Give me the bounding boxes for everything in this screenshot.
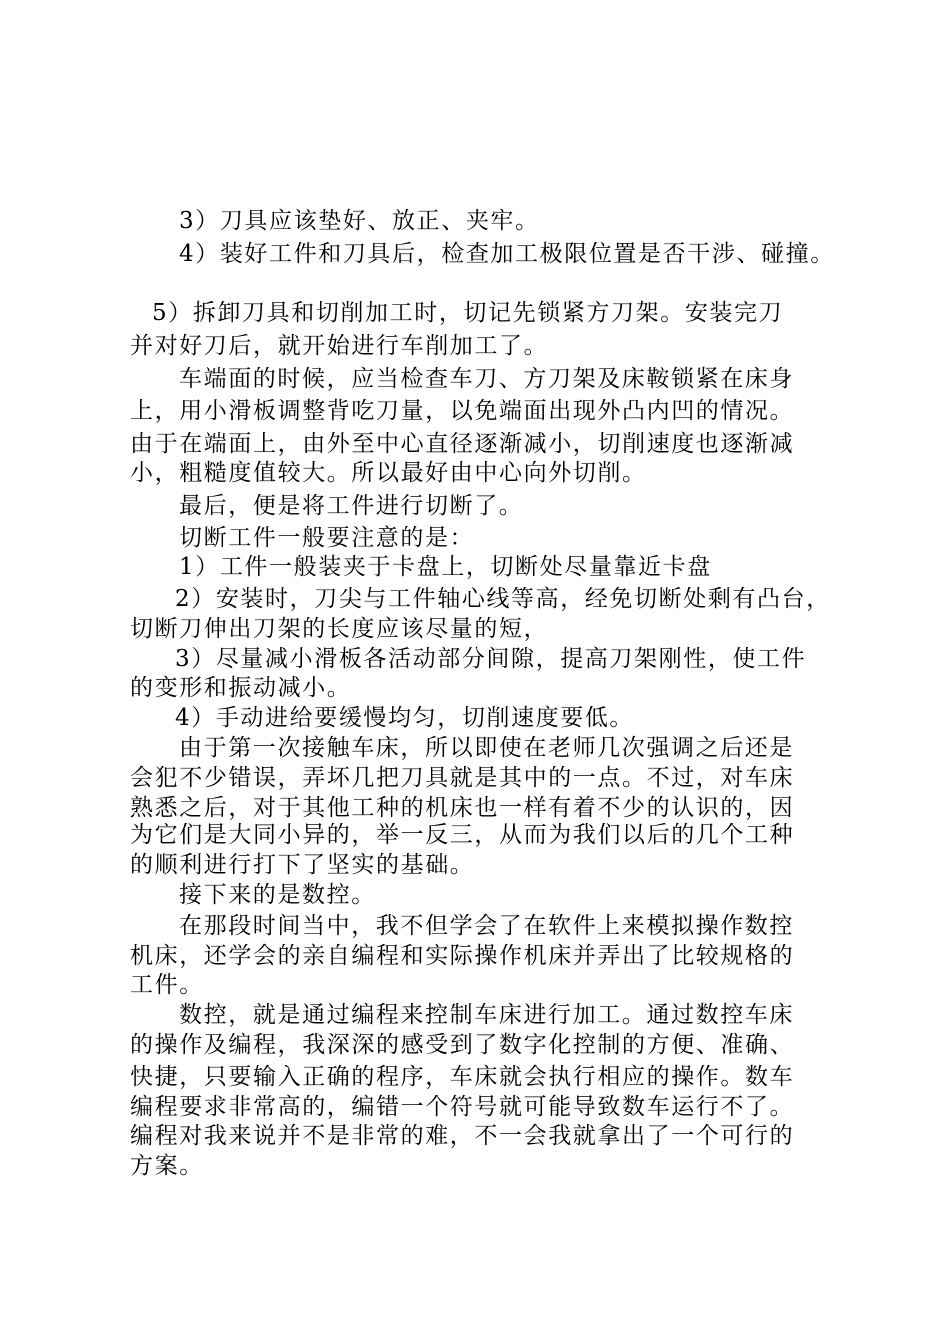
text-line: 熟悉之后，对于其他工种的机床也一样有着不少的认识的，因 bbox=[130, 795, 795, 821]
text-line: 1）工件一般装夹于卡盘上，切断处尽量靠近卡盘 bbox=[179, 554, 712, 580]
text-line: 接下来的是数控。 bbox=[179, 882, 376, 908]
text-line: 切断刀伸出刀架的长度应该尽量的短， bbox=[130, 616, 549, 642]
text-line: 3）尽量减小滑板各活动部分间隙，提高刀架刚性，使工件 bbox=[175, 646, 807, 672]
text-line: 会犯不少错误，弄坏几把刀具就是其中的一点。不过，对车床 bbox=[130, 765, 795, 791]
text-line: 4）装好工件和刀具后，检查加工极限位置是否干涉、碰撞。 bbox=[179, 241, 835, 267]
text-line: 2）安装时，刀尖与工件轴心线等高，经免切断处剩有凸台， bbox=[175, 586, 831, 612]
text-line: 由于在端面上，由外至中心直径逐渐减小，切削速度也逐渐减 bbox=[130, 431, 795, 457]
text-line: 快捷，只要输入正确的程序，车床就会执行相应的操作。数车 bbox=[130, 1064, 795, 1090]
text-line: 车端面的时候，应当检查车刀、方刀架及床鞍锁紧在床身 bbox=[179, 366, 794, 392]
text-line: 的操作及编程，我深深的感受到了数字化控制的方便、准确、 bbox=[130, 1032, 795, 1058]
text-line: 并对好刀后，就开始进行车削加工了。 bbox=[130, 333, 549, 359]
text-line: 最后，便是将工件进行切断了。 bbox=[179, 493, 524, 519]
text-line: 机床，还学会的亲自编程和实际操作机床并弄出了比较规格的 bbox=[130, 943, 795, 969]
text-line: 小，粗糙度值较大。所以最好由中心向外切削。 bbox=[130, 460, 647, 486]
text-line: 5）拆卸刀具和切削加工时，切记先锁紧方刀架。安装完刀 bbox=[152, 300, 784, 326]
text-line: 为它们是大同小异的，举一反三，从而为我们以后的几个工种 bbox=[130, 822, 795, 848]
text-line: 工件。 bbox=[130, 972, 204, 998]
text-line: 编程对我来说并不是非常的难，不一会我就拿出了一个可行的 bbox=[130, 1123, 795, 1149]
text-line: 上，用小滑板调整背吃刀量，以免端面出现外凸内凹的情况。 bbox=[130, 398, 795, 424]
text-line: 切断工件一般要注意的是： bbox=[179, 525, 475, 551]
text-line: 在那段时间当中，我不但学会了在软件上来模拟操作数控 bbox=[179, 913, 794, 939]
text-line: 方案。 bbox=[130, 1153, 204, 1179]
text-line: 4）手动进给要缓慢均匀，切削速度要低。 bbox=[175, 705, 635, 731]
text-line: 编程要求非常高的，编错一个符号就可能导致数车运行不了。 bbox=[130, 1094, 795, 1120]
text-line: 3）刀具应该垫好、放正、夹牢。 bbox=[179, 208, 540, 234]
text-line: 数控，就是通过编程来控制车床进行加工。通过数控车床 bbox=[179, 1002, 794, 1028]
text-line: 的变形和振动减小。 bbox=[130, 675, 352, 701]
text-line: 的顺利进行打下了坚实的基础。 bbox=[130, 852, 475, 878]
text-line: 由于第一次接触车床，所以即使在老师几次强调之后还是 bbox=[179, 735, 794, 761]
